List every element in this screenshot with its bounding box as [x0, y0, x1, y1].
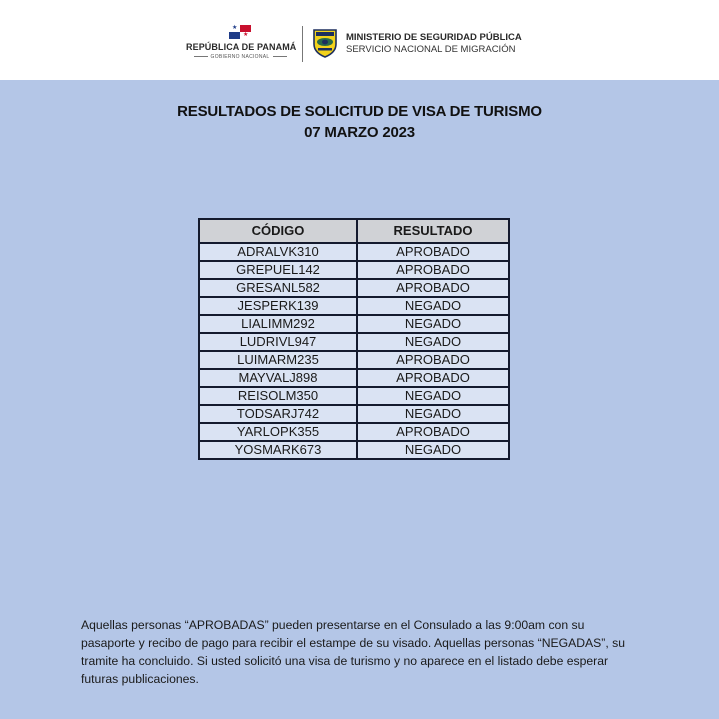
migracion-shield-icon — [312, 28, 338, 58]
code-cell: YOSMARK673 — [199, 441, 357, 459]
table-row — [199, 387, 509, 405]
code-cell: REISOLM350 — [199, 387, 357, 405]
ministerio-title: MINISTERIO DE SEGURIDAD PÚBLICA — [346, 32, 522, 43]
code-cell: LUDRIVL947 — [199, 333, 357, 351]
ministerio-logo-text — [346, 32, 522, 55]
table-row — [199, 333, 509, 351]
table-row — [199, 279, 509, 297]
table-row — [199, 297, 509, 315]
result-cell: APROBADO — [357, 279, 509, 297]
result-cell: NEGADO — [357, 387, 509, 405]
page-header — [0, 0, 719, 80]
code-cell: GREPUEL142 — [199, 261, 357, 279]
logo-divider — [302, 26, 303, 62]
panama-flag-icon: ★ ★ — [229, 25, 251, 39]
result-cell: APROBADO — [357, 369, 509, 387]
table-row — [199, 441, 509, 459]
result-cell: NEGADO — [357, 405, 509, 423]
document-date: 07 MARZO 2023 — [304, 124, 415, 141]
result-cell: NEGADO — [357, 315, 509, 333]
code-cell: MAYVALJ898 — [199, 369, 357, 387]
results-table — [198, 218, 510, 460]
column-header-code: CÓDIGO — [199, 219, 357, 243]
code-cell: GRESANL582 — [199, 279, 357, 297]
code-cell: YARLOPK355 — [199, 423, 357, 441]
table-row — [199, 423, 509, 441]
table-row — [199, 351, 509, 369]
table-row — [199, 315, 509, 333]
table-header-row — [199, 219, 509, 243]
document-title: RESULTADOS DE SOLICITUD DE VISA DE TURISMO — [177, 103, 542, 120]
gobierno-label: GOBIERNO NACIONAL — [186, 54, 294, 60]
republica-panama-logo — [186, 25, 297, 60]
code-cell: TODSARJ742 — [199, 405, 357, 423]
result-cell: APROBADO — [357, 423, 509, 441]
table-row — [199, 243, 509, 261]
table-row — [199, 369, 509, 387]
code-cell: ADRALVK310 — [199, 243, 357, 261]
result-cell: APROBADO — [357, 243, 509, 261]
code-cell: JESPERK139 — [199, 297, 357, 315]
code-cell: LIALIMM292 — [199, 315, 357, 333]
result-cell: NEGADO — [357, 333, 509, 351]
servicio-subtitle: SERVICIO NACIONAL DE MIGRACIÓN — [346, 44, 516, 55]
notice-paragraph: Aquellas personas “APROBADAS” pueden presentarse en el Consulado a las 9:00am con su pasaporte y recibo de pago para recibir el estampe de su visado. Aquellas personas “NEGADAS”, su tramite ha concluido. Si usted solicitó una visa de turismo y no aparece en el listado debe esperar futuras publicaciones. — [81, 618, 625, 686]
result-cell: APROBADO — [357, 261, 509, 279]
republica-name: REPÚBLICA DE PANAMÁ — [186, 42, 297, 52]
result-cell: NEGADO — [357, 441, 509, 459]
table-row — [199, 261, 509, 279]
result-cell: NEGADO — [357, 297, 509, 315]
result-cell: APROBADO — [357, 351, 509, 369]
table-row — [199, 405, 509, 423]
column-header-result: RESULTADO — [357, 219, 509, 243]
code-cell: LUIMARM235 — [199, 351, 357, 369]
